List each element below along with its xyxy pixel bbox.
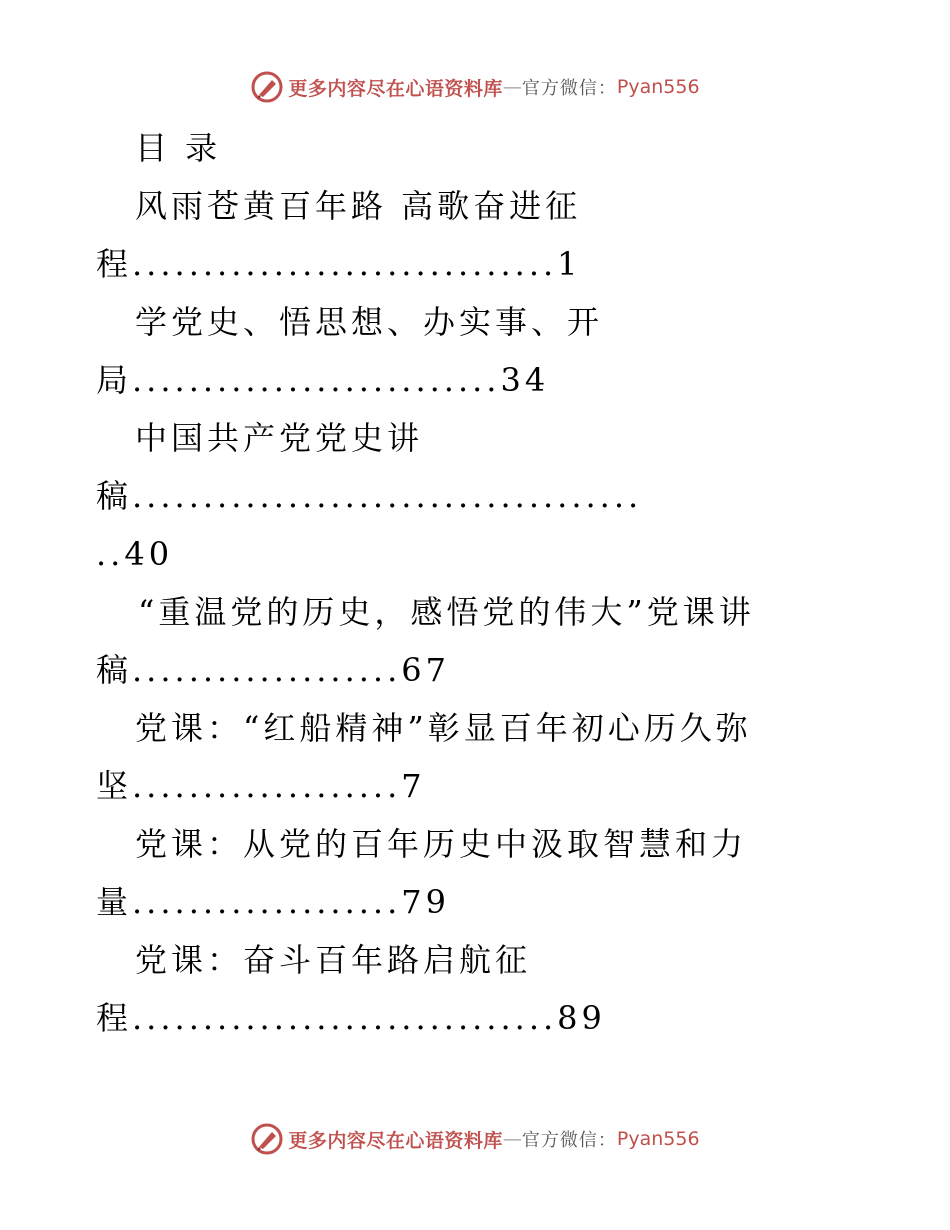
toc-entry-leader[interactable]: 程..............................1 (96, 245, 582, 283)
footer-watermark-banner (0, 1122, 950, 1156)
banner-wechat-id: Pyan556 (616, 1128, 700, 1150)
pen-logo-icon (250, 70, 284, 104)
banner-main-text: 更多内容尽在心语资料库 (288, 77, 503, 100)
banner-wechat-id: Pyan556 (616, 76, 700, 98)
toc-entry-title[interactable]: 党课：从党的百年历史中汲取智慧和力 (135, 825, 748, 863)
toc-entry-title[interactable]: 风雨苍黄百年路 高歌奋进征 (135, 187, 582, 225)
banner-wechat-label: 官方微信： (521, 1130, 617, 1151)
banner-main-text: 更多内容尽在心语资料库 (288, 1129, 503, 1152)
pen-logo-icon (250, 1122, 284, 1156)
toc-entry-leader[interactable]: 坚...................7 (96, 767, 426, 805)
banner-separator: — (502, 76, 522, 98)
toc-entry-leader[interactable]: 稿.................................... (96, 477, 643, 515)
banner-separator: — (502, 1128, 522, 1150)
toc-heading: 目 录 (135, 129, 222, 167)
toc-entry-leader-continued[interactable]: ..40 (96, 535, 174, 573)
toc-entry-leader[interactable]: 量...................79 (96, 883, 450, 921)
toc-entry-title[interactable]: 党课：奋斗百年路启航征 (135, 941, 532, 979)
toc-entry-title[interactable]: 学党史、悟思想、办实事、开 (135, 303, 604, 341)
toc-entry-leader[interactable]: 程..............................89 (96, 999, 606, 1037)
toc-entry-title[interactable]: 中国共产党党史讲 (135, 419, 424, 457)
toc-entry-title[interactable]: “重温党的历史，感悟党的伟大”党课讲 (138, 593, 755, 631)
header-watermark-banner (0, 70, 950, 104)
toc-entry-leader[interactable]: 稿...................67 (96, 651, 450, 689)
toc-entry-leader[interactable]: 局..........................34 (96, 361, 550, 399)
toc-entry-title[interactable]: 党课：“红船精神”彰显百年初心历久弥 (135, 709, 752, 747)
banner-wechat-label: 官方微信： (521, 78, 617, 99)
